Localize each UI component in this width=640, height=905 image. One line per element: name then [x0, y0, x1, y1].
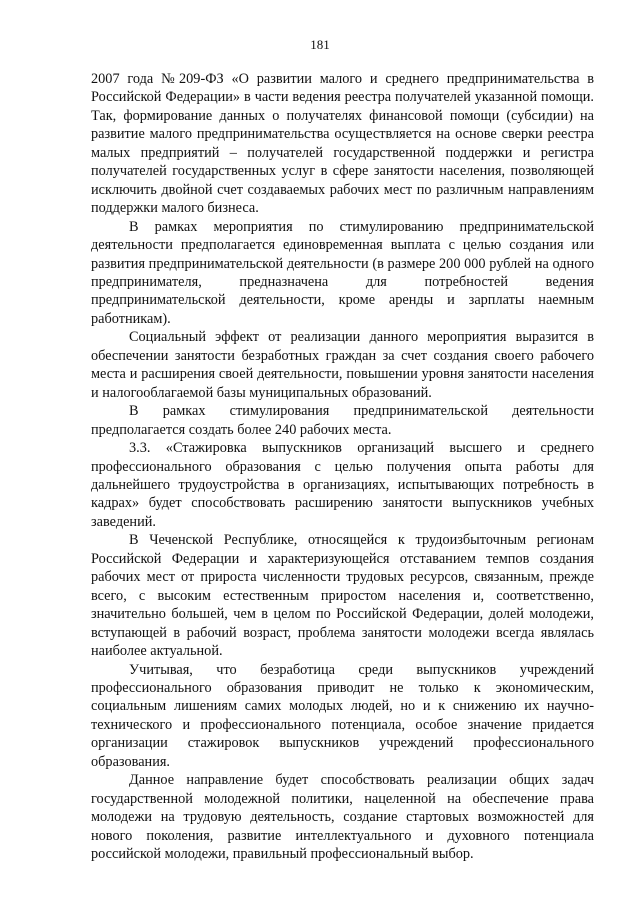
- paragraph-youth-policy: Данное направление будет способствовать реализации общих задач государственной молодежной политики, нацеленной на обеспечение права молодежи на трудовую деятельность, создание стартовых возможностей для нового поколения, развитие интеллектуального и духовного потенциала российской молодежи, правильный профессиональный выбор.: [91, 772, 594, 863]
- page-number: 181: [310, 37, 330, 52]
- paragraph-entrepreneurship-support: В рамках мероприятия по стимулированию предпринимательской деятельности предполагается единовременная выплата с целью создания или развития предпринимательской деятельности (в размере 200 000 рублей на одного предпринимателя, предназначена для потребностей ведения предпринимательской деятельности, кроме аренды и зарплаты наемным работникам).: [91, 218, 594, 327]
- paragraph-jobs-created: В рамках стимулирования предпринимательской деятельности предполагается создать более 240 рабочих места.: [91, 403, 594, 438]
- paragraph-graduate-internship: 3.3. «Стажировка выпускников организаций высшего и среднего профессионального образования с целью получения опыта работы для дальнейшего трудоустройства в организациях, испытывающих потребность в кадрах» будет способствовать расширению занятости выпускников учебных заведений.: [91, 440, 594, 530]
- paragraph-unemployment-graduates: Учитывая, что безработица среди выпускников учреждений профессионального образования приводит не только к экономическим, социальным лишениям самих молодых людей, но и к снижению их научно-технического и профессионального потенциала, особое значение придается организации стажировок выпускников учреждений профессионального образования.: [91, 661, 594, 770]
- paragraph-social-effect: Социальный эффект от реализации данного мероприятия выразится в обеспечении занятости безработных граждан за счет создания своего рабочего места и расширения своей деятельности, повышении уровня занятости населения и налогооблагаемой базы муниципальных образований.: [91, 329, 594, 401]
- paragraph-law-reference: 2007 года №209-ФЗ «О развитии малого и среднего предпринимательства в Российской Федерации» в части ведения реестра получателей указанной помощи. Так, формирование данных о получателях финансовой помощи (субсидии) на развитие малого предпринимательства осуществляется на основе сверки реестра малых предприятий – получателей государственной поддержки и регистра получателей государственных услуг в сфере занятости населения, позволяющей исключить двойной счет создаваемых рабочих мест по различным направлениям поддержки малого бизнеса.: [91, 71, 594, 217]
- paragraph-chechen-republic: В Чеченской Республике, относящейся к трудоизбыточным регионам Российской Федерации и характеризующейся отставанием темпов создания рабочих мест от прироста численности трудовых ресурсов, связанным, прежде всего, с высоким естественным приростом населения и, соответственно, значительно большей, чем в целом по Российской Федерации, долей молодежи, вступающей в рабочий возраст, проблема занятости молодежи всегда являлась наиболее актуальной.: [91, 532, 594, 660]
- document-body: [91, 70, 594, 863]
